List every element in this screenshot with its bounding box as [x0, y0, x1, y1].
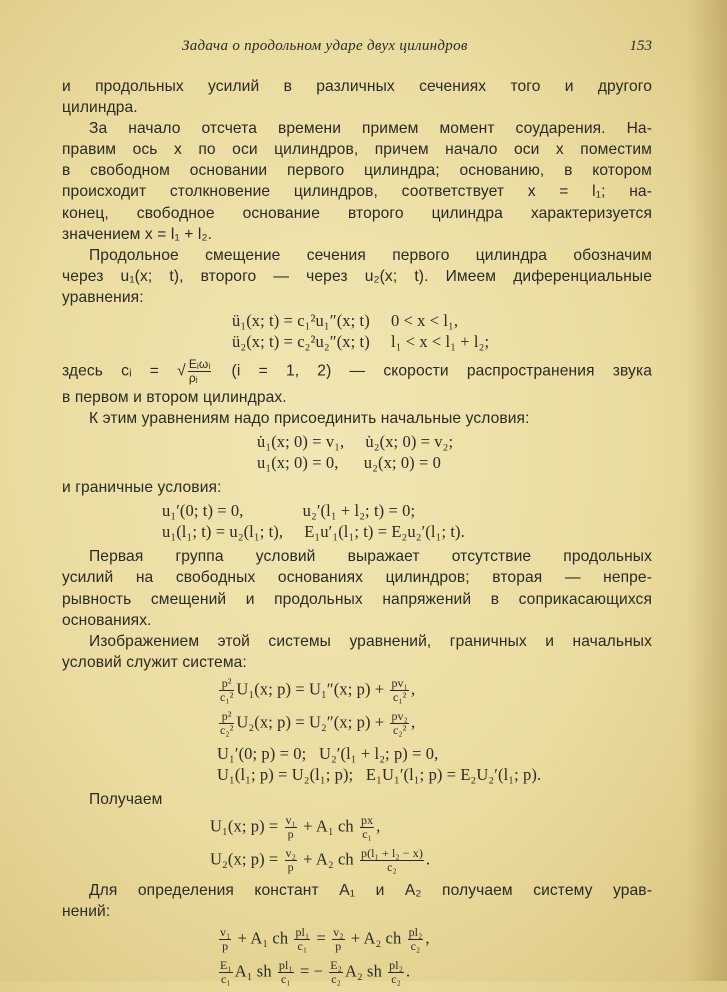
- math-text: + A₁ ch: [233, 928, 293, 948]
- equation-row: [257, 452, 652, 473]
- text-line: и граничные условия:: [62, 479, 222, 497]
- text-line: К этим уравнениям надо присоединить начальные условия:: [89, 410, 530, 428]
- fraction: [390, 677, 408, 704]
- paragraph: [62, 245, 652, 308]
- text-line: в свободном основании первого цилиндра; основанию, в котором: [62, 162, 652, 180]
- equation-row: [217, 743, 652, 764]
- denominator: c₁: [362, 826, 372, 841]
- math-text: U₂(x; p) = U₂″(x; p) +: [236, 712, 389, 732]
- page-body: [62, 76, 652, 992]
- equation-block: [62, 431, 652, 473]
- equation-row: [217, 764, 652, 785]
- math-text: ,: [425, 928, 430, 948]
- equation-row: [217, 926, 652, 953]
- math-text: U₁(x; p) = U₁″(x; p) +: [236, 679, 389, 699]
- math-text: U₁′(0; p) = 0; U₂′(l₁ + l₂; p) = 0,: [217, 743, 439, 763]
- denominator: p: [222, 939, 229, 954]
- numerator: v₂: [333, 925, 344, 940]
- math-text: ,: [410, 712, 416, 732]
- text-line: конец, свободное основание второго цилиндра характеризуется: [62, 204, 652, 222]
- math-text: u₁(x; 0) = 0, u₂(x; 0) = 0: [257, 453, 441, 473]
- text-line: значением x = l₁ + l₂.: [62, 225, 213, 243]
- numerator: pv₁: [391, 675, 408, 690]
- text-line: уравнения:: [62, 288, 144, 306]
- fraction: [278, 959, 294, 986]
- math-text: .: [425, 849, 431, 869]
- numerator: p²: [219, 710, 234, 724]
- text-line: через u₁(x; t), второго — через u₂(x; t). Имеем диференциальные: [62, 267, 652, 285]
- text-line: цилиндра.: [62, 99, 138, 117]
- numerator: pl₁: [278, 958, 293, 973]
- numerator: E₂: [330, 958, 342, 973]
- math-text: ,: [410, 679, 416, 699]
- equation-block: [62, 814, 652, 874]
- math-text: U₁(x; p) =: [210, 816, 283, 836]
- paragraph: [62, 880, 652, 922]
- numerator: pl₁: [295, 925, 310, 940]
- fraction: [329, 959, 343, 986]
- fraction: [219, 926, 231, 953]
- paragraph: [62, 387, 652, 408]
- text-line: условий служит система:: [62, 653, 247, 671]
- text-line: усилий на свободных основаниях цилиндров; вторая — непре-: [62, 569, 652, 587]
- numerator: E₁: [220, 958, 232, 973]
- running-header: [62, 38, 652, 60]
- equation-row: [217, 959, 652, 986]
- math-text: .: [406, 961, 411, 981]
- text-line-with-formula: [62, 358, 652, 385]
- equation-row: [217, 710, 652, 737]
- paragraph: [62, 118, 652, 245]
- paragraph: [62, 76, 652, 118]
- numerator: p²: [219, 677, 234, 691]
- fraction: [219, 959, 233, 986]
- page-edge-shadow: [687, 0, 727, 981]
- text-line: правим ось x по оси цилиндров, причем начало оси x поместим: [62, 141, 652, 159]
- denominator: c₂: [387, 859, 397, 874]
- denominator: c₁²: [220, 689, 234, 704]
- text-line: Изображением этой системы уравнений, граничных и начальных: [89, 632, 652, 650]
- fraction: [285, 814, 297, 841]
- fraction: [188, 358, 212, 385]
- text-line: Получаем: [89, 790, 163, 808]
- numerator: v₁: [285, 812, 296, 827]
- text-line: нений:: [62, 903, 111, 921]
- denominator: c₂²: [220, 722, 234, 737]
- numerator: Eᵢωᵢ: [188, 357, 211, 372]
- fraction: [285, 847, 297, 874]
- math-text: A₂ sh: [344, 961, 387, 981]
- fraction: [390, 710, 408, 737]
- equation-row: [232, 310, 652, 331]
- numerator: px: [360, 812, 374, 827]
- math-text: u₁(l₁; t) = u₂(l₁; t), E₁u′₁(l₁; t) = E₂u₂′(l₁; t).: [162, 522, 465, 542]
- math-text: здесь cᵢ = √: [62, 362, 186, 380]
- denominator: c₂²: [392, 722, 407, 737]
- numerator: v₂: [285, 845, 296, 860]
- fraction: [360, 814, 374, 841]
- denominator: p: [335, 939, 342, 954]
- denominator: p: [287, 859, 294, 874]
- paragraph: [62, 789, 652, 810]
- denominator: c₁: [280, 972, 291, 987]
- numerator: pv₂: [391, 708, 408, 723]
- numerator: p(l₁ + l₂ − x): [360, 845, 423, 860]
- fraction: [219, 677, 234, 704]
- numerator: pl₂: [389, 958, 403, 973]
- math-text: u̇₁(x; 0) = v₁, u̇₂(x; 0) = v₂;: [257, 432, 454, 452]
- text-line: происходит столкновение цилиндров, соответствует x = l₁; на-: [62, 183, 652, 201]
- text-line: основаниях.: [62, 611, 152, 629]
- math-text: U₂(x; p) =: [210, 849, 283, 869]
- denominator: c₁: [221, 972, 231, 987]
- equation-row: [232, 331, 652, 352]
- math-text: U₁(l₁; p) = U₂(l₁; p); E₁U₁′(l₁; p) = E₂U₂′(l₁; p).: [217, 764, 542, 784]
- fraction: [294, 926, 310, 953]
- denominator: ρᵢ: [188, 371, 198, 386]
- equation-block: [62, 500, 652, 542]
- math-text: u₁′(0; t) = 0, u₂′(l₁ + l₂; t) = 0;: [162, 501, 416, 521]
- math-text: ü₂(x; t) = c₂²u₂″(x; t) l₁ < x < l₁ + l₂;: [232, 332, 490, 352]
- equation-row: [210, 814, 652, 841]
- equation-row: [162, 521, 652, 542]
- equation-block: [62, 926, 652, 986]
- denominator: c₁: [297, 939, 308, 954]
- math-text: + A₂ ch: [298, 849, 358, 869]
- text-line: рывность смещений и продольных напряжений в соприкасающихся: [62, 590, 652, 608]
- fraction: [219, 710, 234, 737]
- equation-row: [210, 847, 652, 874]
- fraction: [360, 847, 424, 874]
- numerator: pl₂: [408, 925, 423, 940]
- numerator: v₁: [220, 925, 231, 940]
- denominator: c₂: [331, 972, 341, 987]
- math-text: (i = 1, 2) — скорости распространения звука: [213, 362, 652, 380]
- fraction: [388, 959, 404, 986]
- text-line: Продольное смещение сечения первого цилиндра обозначим: [89, 246, 652, 264]
- text-line: в первом и втором цилиндрах.: [62, 389, 287, 407]
- page-number: 153: [629, 38, 652, 54]
- text-line: Первая группа условий выражает отсутствие продольных: [89, 548, 652, 566]
- text-line: За начало отсчета времени примем момент соударения. На-: [89, 120, 652, 138]
- text-line: Для определения констант A₁ и A₂ получаем систему урав-: [89, 881, 652, 899]
- equation-row: [257, 431, 652, 452]
- paragraph: [62, 546, 652, 630]
- math-text: = −: [295, 961, 328, 981]
- equation-block: [62, 677, 652, 785]
- running-title: Задача о продольном ударе двух цилиндров: [182, 38, 468, 54]
- math-text: ü₁(x; t) = c₁²u₁″(x; t) 0 < x < l₁,: [232, 311, 459, 331]
- denominator: p: [287, 826, 294, 841]
- math-text: A₁ sh: [234, 961, 276, 981]
- equation-row: [217, 677, 652, 704]
- equation-block: [62, 310, 652, 352]
- paragraph: [62, 477, 652, 498]
- denominator: c₂: [410, 939, 421, 954]
- paragraph: [62, 631, 652, 673]
- math-text: + A₂ ch: [346, 928, 406, 948]
- denominator: c₂: [391, 972, 401, 987]
- math-text: =: [312, 928, 331, 948]
- fraction: [408, 926, 424, 953]
- equation-row: [162, 500, 652, 521]
- math-text: + A₁ ch: [298, 816, 358, 836]
- math-text: ,: [376, 816, 381, 836]
- paragraph: [62, 408, 652, 429]
- denominator: c₁²: [392, 689, 407, 704]
- fraction: [332, 926, 344, 953]
- text-line: и продольных усилий в различных сечениях того и другого: [62, 78, 652, 95]
